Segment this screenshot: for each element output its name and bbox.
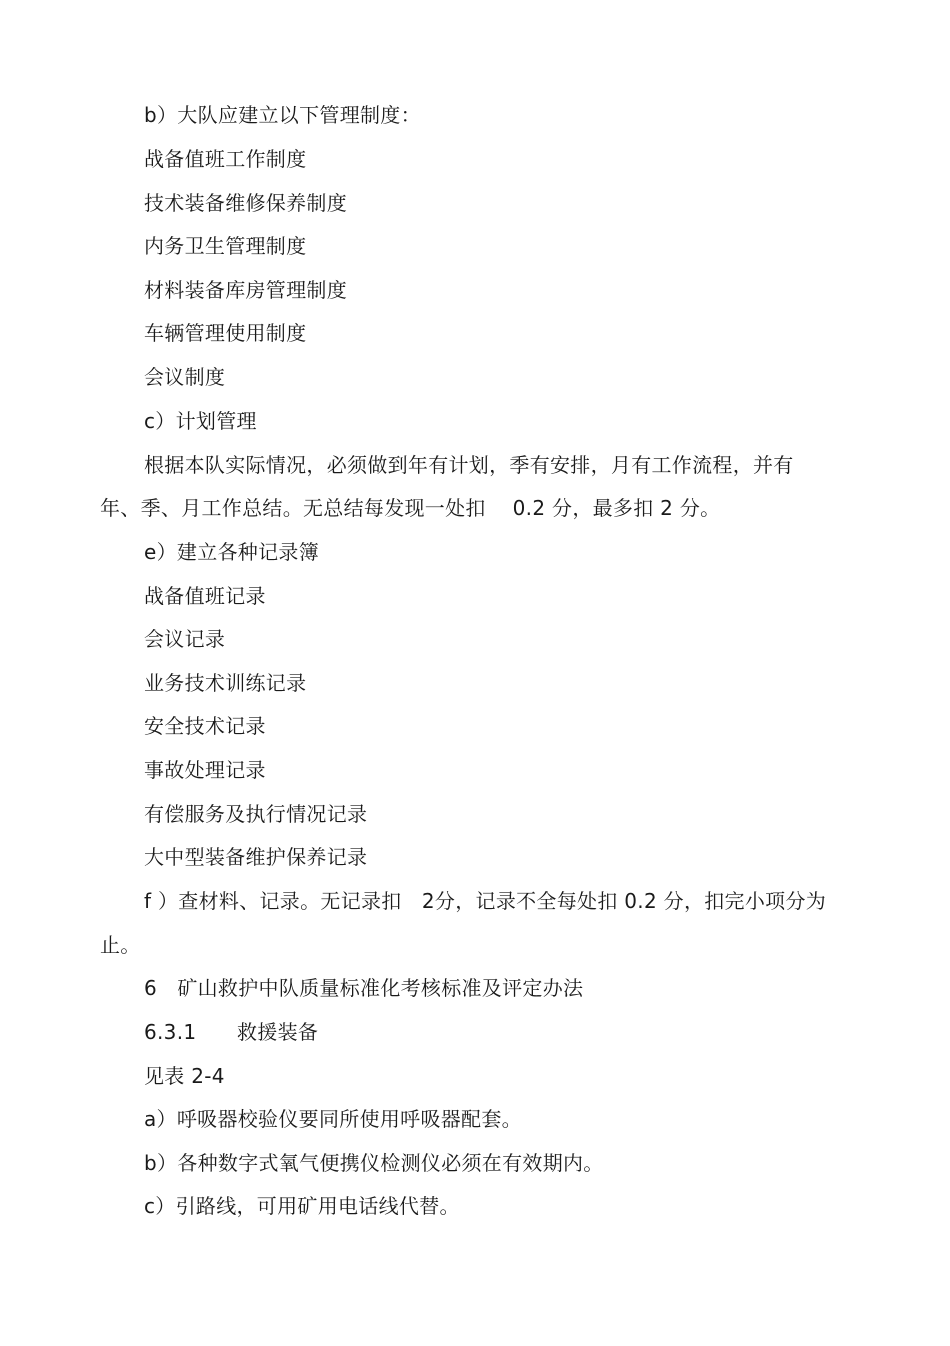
list-item: 技术装备维修保养制度 bbox=[144, 191, 347, 215]
list-item: 材料装备库房管理制度 bbox=[144, 278, 347, 302]
list-item: 车辆管理使用制度 bbox=[144, 321, 307, 345]
list-item: 会议记录 bbox=[144, 627, 226, 651]
subsection-heading: 6.3.1 救援装备 bbox=[144, 1020, 319, 1044]
list-item: 安全技术记录 bbox=[144, 714, 266, 738]
paragraph-line: 止。 bbox=[100, 933, 141, 957]
list-item: 内务卫生管理制度 bbox=[144, 234, 307, 258]
item-e-heading: e）建立各种记录簿 bbox=[144, 540, 320, 564]
list-item: 事故处理记录 bbox=[144, 758, 266, 782]
list-item: b）各种数字式氧气便携仪检测仪必须在有效期内。 bbox=[144, 1151, 604, 1175]
list-item: 战备值班工作制度 bbox=[144, 147, 307, 171]
list-item: 业务技术训练记录 bbox=[144, 671, 307, 695]
item-c-heading: c）计划管理 bbox=[144, 409, 257, 433]
list-item: a）呼吸器校验仪要同所使用呼吸器配套。 bbox=[144, 1107, 522, 1131]
list-item: c）引路线，可用矿用电话线代替。 bbox=[144, 1194, 460, 1218]
list-item: 大中型装备维护保养记录 bbox=[144, 845, 368, 869]
item-f-paragraph: f ）查材料、记录。无记录扣 2分，记录不全每处扣 0.2 分，扣完小项分为 bbox=[144, 889, 827, 913]
paragraph-line: 根据本队实际情况，必须做到年有计划，季有安排，月有工作流程，并有 bbox=[144, 453, 794, 477]
item-b-heading: b）大队应建立以下管理制度： bbox=[144, 103, 421, 127]
list-item: 战备值班记录 bbox=[144, 584, 266, 608]
paragraph-line: 年、季、月工作总结。无总结每发现一处扣 0.2 分，最多扣 2 分。 bbox=[100, 496, 721, 520]
section-heading: 6 矿山救护中队质量标准化考核标准及评定办法 bbox=[144, 976, 584, 1000]
table-reference: 见表 2-4 bbox=[144, 1064, 225, 1088]
list-item: 有偿服务及执行情况记录 bbox=[144, 802, 368, 826]
list-item: 会议制度 bbox=[144, 365, 226, 389]
